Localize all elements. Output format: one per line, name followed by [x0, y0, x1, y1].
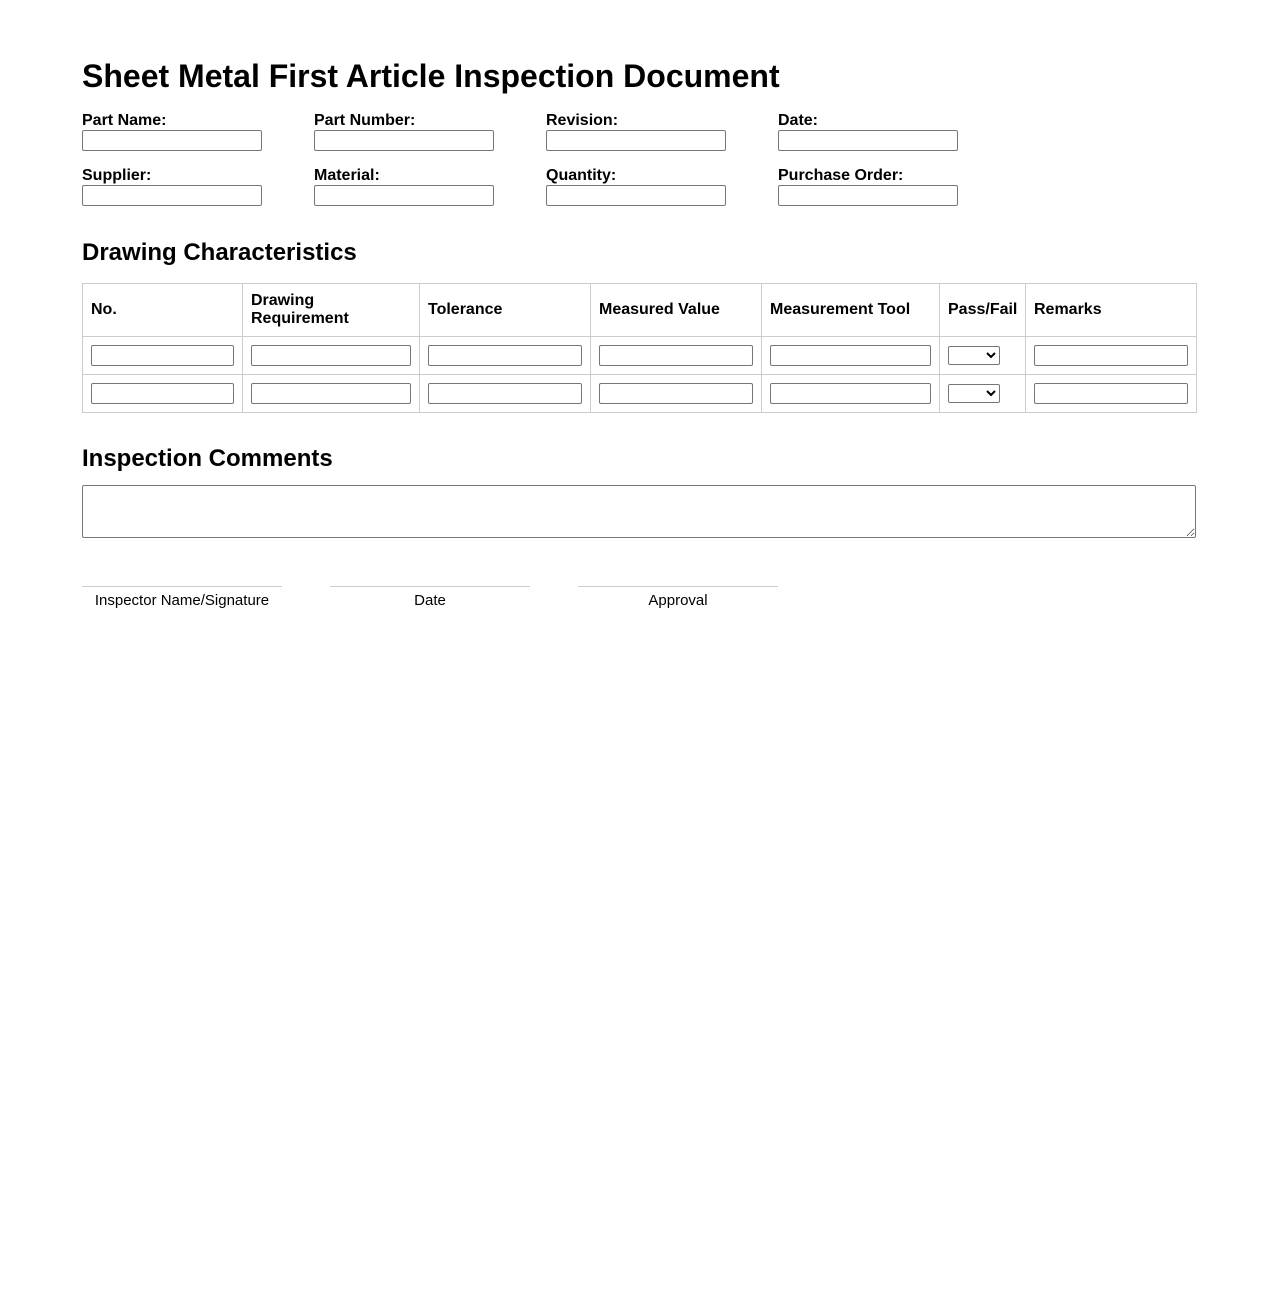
- measured-value-input[interactable]: [599, 345, 753, 366]
- date-input[interactable]: [778, 130, 958, 151]
- field-label: Part Name:: [82, 112, 167, 129]
- date-field: [778, 112, 958, 151]
- drawing-requirement-input[interactable]: [251, 345, 411, 366]
- column-header: Measurement Tool: [762, 284, 940, 337]
- pass-fail-select[interactable]: [948, 384, 1000, 403]
- column-header: Drawing Requirement: [243, 284, 420, 337]
- table-row: [83, 375, 1197, 413]
- field-label: Revision:: [546, 112, 619, 129]
- quantity-field: [546, 167, 726, 206]
- part-number-input[interactable]: [314, 130, 494, 151]
- part-name-field: [82, 112, 262, 151]
- table-header-row: [83, 284, 1197, 337]
- no-input[interactable]: [91, 345, 234, 366]
- field-label: Material:: [314, 167, 380, 184]
- field-label: Part Number:: [314, 112, 416, 129]
- revision-input[interactable]: [546, 130, 726, 151]
- purchase-order-input[interactable]: [778, 185, 958, 206]
- field-label: Quantity:: [546, 167, 617, 184]
- column-header: Pass/Fail: [940, 284, 1026, 337]
- tolerance-input[interactable]: [428, 383, 582, 404]
- revision-field: [546, 112, 726, 151]
- pass-fail-select[interactable]: [948, 346, 1000, 365]
- no-input[interactable]: [91, 383, 234, 404]
- material-field: [314, 167, 494, 206]
- date-signature-line: Date: [330, 586, 530, 609]
- material-input[interactable]: [314, 185, 494, 206]
- remarks-input[interactable]: [1034, 345, 1188, 366]
- column-header: Measured Value: [591, 284, 762, 337]
- comments-heading: Inspection Comments: [82, 445, 333, 472]
- column-header: No.: [83, 284, 243, 337]
- field-label: Date:: [778, 112, 819, 129]
- characteristics-heading: Drawing Characteristics: [82, 239, 357, 266]
- part-number-field: [314, 112, 494, 151]
- characteristics-table: [82, 283, 1197, 413]
- measurement-tool-input[interactable]: [770, 345, 931, 366]
- inspector-signature-line: Inspector Name/Signature: [82, 586, 282, 609]
- table-row: [83, 337, 1197, 375]
- purchase-order-field: [778, 167, 958, 206]
- field-label: Supplier:: [82, 167, 152, 184]
- field-label: Purchase Order:: [778, 167, 904, 184]
- measured-value-input[interactable]: [599, 383, 753, 404]
- supplier-field: [82, 167, 262, 206]
- quantity-input[interactable]: [546, 185, 726, 206]
- drawing-requirement-input[interactable]: [251, 383, 411, 404]
- page-title: Sheet Metal First Article Inspection Document: [82, 58, 780, 94]
- remarks-input[interactable]: [1034, 383, 1188, 404]
- supplier-input[interactable]: [82, 185, 262, 206]
- column-header: Remarks: [1026, 284, 1197, 337]
- part-name-input[interactable]: [82, 130, 262, 151]
- column-header: Tolerance: [420, 284, 591, 337]
- approval-signature-line: Approval: [578, 586, 778, 609]
- tolerance-input[interactable]: [428, 345, 582, 366]
- comments-textarea[interactable]: [82, 485, 1196, 538]
- measurement-tool-input[interactable]: [770, 383, 931, 404]
